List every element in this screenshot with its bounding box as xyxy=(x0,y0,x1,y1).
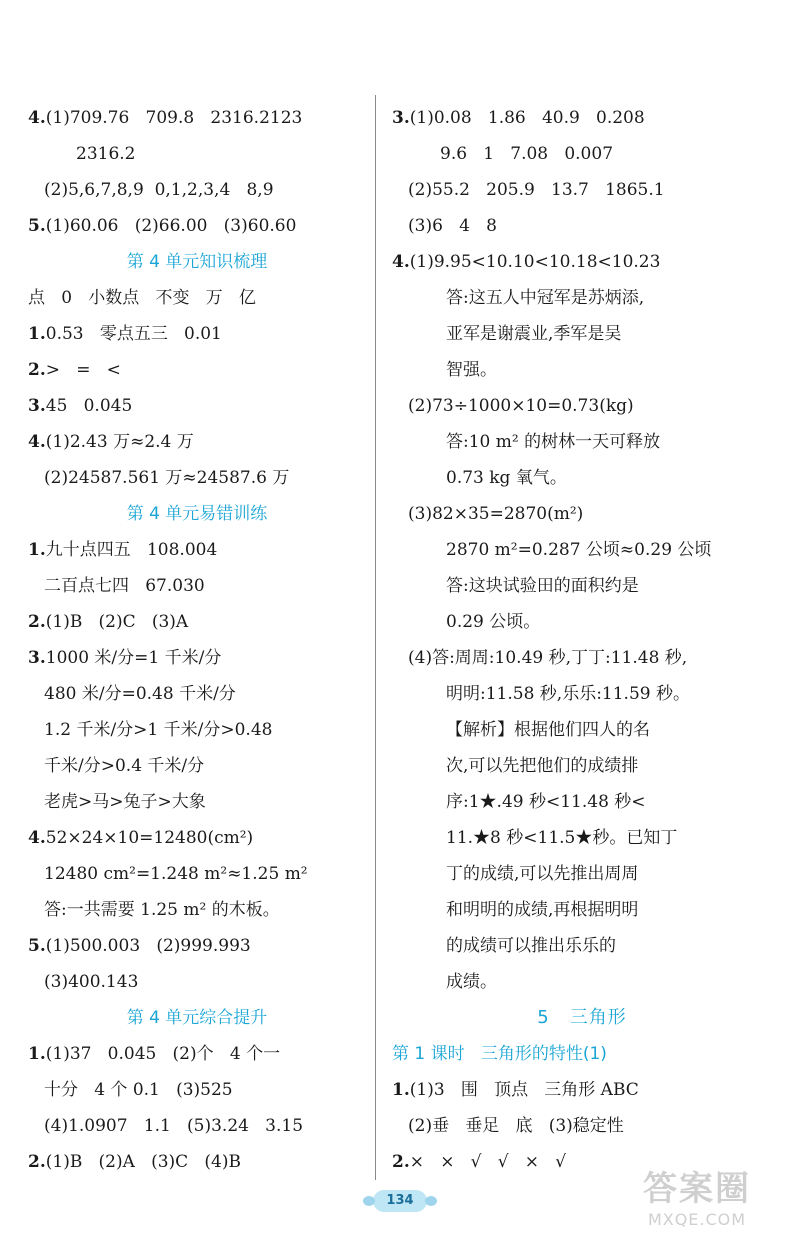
answer-line xyxy=(28,280,366,316)
column-divider xyxy=(375,95,376,1180)
answer-line xyxy=(392,748,772,784)
answer-line xyxy=(28,1036,366,1072)
answer-text: (1)B (2)A (3)C (4)B xyxy=(45,1152,241,1172)
answer-line xyxy=(28,604,366,640)
answer-line xyxy=(392,892,772,928)
answer-text: (2)5,6,7,8,9 0,1,2,3,4 8,9 xyxy=(44,180,274,200)
answer-line xyxy=(392,244,772,280)
answer-text: (1)60.06 (2)66.00 (3)60.60 xyxy=(45,216,297,236)
answer-text: (1)B (2)C (3)A xyxy=(45,612,189,632)
question-number: 5. xyxy=(28,216,46,236)
answer-text: 点 0 小数点 不变 万 亿 xyxy=(28,288,256,308)
answer-line xyxy=(28,172,366,208)
answer-text: 45 0.045 xyxy=(45,396,133,416)
answer-text: 第 4 单元易错训练 xyxy=(126,504,268,524)
answer-line xyxy=(392,280,772,316)
answer-text: 第 4 单元知识梳理 xyxy=(126,252,268,272)
answer-line xyxy=(392,964,772,1000)
answer-line xyxy=(28,1072,366,1108)
answer-line xyxy=(392,460,772,496)
answer-text: 答:一共需要 1.25 m² 的木板。 xyxy=(44,900,280,920)
answer-line xyxy=(392,388,772,424)
answer-line xyxy=(392,208,772,244)
question-number: 3. xyxy=(28,396,46,416)
question-number: 1. xyxy=(28,324,46,344)
answer-line xyxy=(392,532,772,568)
answer-text: 智强。 xyxy=(446,360,497,380)
answer-line xyxy=(28,784,366,820)
right-column xyxy=(392,100,772,1180)
answer-text: 52×24×10=12480(cm²) xyxy=(45,828,254,848)
answer-line xyxy=(28,1144,366,1180)
answer-line xyxy=(28,640,366,676)
answer-text: 0.29 公顷。 xyxy=(446,612,541,632)
answer-text: (3)400.143 xyxy=(44,972,139,992)
answer-text: (3)82×35=2870(m²) xyxy=(408,504,584,524)
answer-text: 第 4 单元综合提升 xyxy=(126,1008,268,1028)
answer-text: 二百点七四 67.030 xyxy=(44,576,205,596)
answer-text: (4)1.0907 1.1 (5)3.24 3.15 xyxy=(44,1116,304,1136)
answer-text: 答:这五人中冠军是苏炳添, xyxy=(446,288,645,308)
answer-text: 和明明的成绩,再根据明明 xyxy=(446,900,639,920)
question-number: 3. xyxy=(392,108,410,128)
answer-text: 480 米/分=0.48 千米/分 xyxy=(44,684,236,704)
answer-line xyxy=(28,136,366,172)
answer-text: > = < xyxy=(45,360,121,380)
answer-text: 老虎>马>兔子>大象 xyxy=(44,792,206,812)
answer-text: 12480 cm²=1.248 m²≈1.25 m² xyxy=(44,864,308,884)
answer-text: 丁的成绩,可以先推出周周 xyxy=(446,864,639,884)
answer-line xyxy=(392,352,772,388)
answer-line xyxy=(392,712,772,748)
answer-line xyxy=(392,100,772,136)
question-number: 4. xyxy=(28,108,46,128)
answer-line xyxy=(28,424,366,460)
answer-line xyxy=(392,604,772,640)
answer-line xyxy=(28,892,366,928)
answer-line xyxy=(28,676,366,712)
section-heading xyxy=(28,1000,366,1036)
answer-text: 九十点四五 108.004 xyxy=(45,540,218,560)
answer-line xyxy=(28,568,366,604)
answer-line xyxy=(392,316,772,352)
answer-text: 0.73 kg 氧气。 xyxy=(446,468,567,488)
section-heading xyxy=(392,1000,772,1036)
answer-line xyxy=(28,820,366,856)
question-number: 4. xyxy=(28,828,46,848)
answer-line xyxy=(392,172,772,208)
answer-line xyxy=(392,676,772,712)
answer-text: (1)3 围 顶点 三角形 ABC xyxy=(409,1080,639,1100)
answer-line xyxy=(392,856,772,892)
answer-text: 【解析】根据他们四人的名 xyxy=(446,720,650,740)
question-number: 1. xyxy=(28,1044,46,1064)
answer-line xyxy=(28,964,366,1000)
answer-text: 答:这块试验田的面积约是 xyxy=(446,576,639,596)
answer-text: (1)37 0.045 (2)个 4 个一 xyxy=(45,1044,281,1064)
answer-line xyxy=(28,460,366,496)
question-number: 1. xyxy=(28,540,46,560)
answer-line xyxy=(392,568,772,604)
answer-line xyxy=(392,424,772,460)
left-column xyxy=(28,100,366,1180)
answer-line xyxy=(28,712,366,748)
answer-text: 9.6 1 7.08 0.007 xyxy=(440,144,614,164)
answer-text: 5 三角形 xyxy=(537,1007,627,1028)
answer-line xyxy=(28,352,366,388)
answer-text: 明明:11.58 秒,乐乐:11.59 秒。 xyxy=(446,684,691,704)
answer-text: 序:1★.49 秒<11.48 秒< xyxy=(446,792,646,812)
answer-line xyxy=(28,748,366,784)
answer-text: 2316.2 xyxy=(76,144,136,164)
watermark-top-text: 答案圈 xyxy=(643,1169,751,1209)
answer-line xyxy=(392,136,772,172)
answer-text: (2)73÷1000×10=0.73(kg) xyxy=(408,396,634,416)
answer-text: 11.★8 秒<11.5★秒。已知丁 xyxy=(446,828,678,848)
section-heading xyxy=(28,244,366,280)
answer-text: (3)6 4 8 xyxy=(408,216,497,236)
answer-text: (2)24587.561 万≈24587.6 万 xyxy=(44,468,290,488)
answer-line xyxy=(392,784,772,820)
answer-text: (2)55.2 205.9 13.7 1865.1 xyxy=(408,180,665,200)
answer-line xyxy=(28,388,366,424)
answer-text: 1000 米/分=1 千米/分 xyxy=(45,648,222,668)
question-number: 1. xyxy=(392,1080,410,1100)
answer-text: 亚军是谢震业,季军是吴 xyxy=(446,324,622,344)
answer-text: (1)0.08 1.86 40.9 0.208 xyxy=(409,108,645,128)
answer-text: (1)2.43 万≈2.4 万 xyxy=(45,432,194,452)
question-number: 3. xyxy=(28,648,46,668)
page-number: 134 xyxy=(373,1190,427,1212)
answer-line xyxy=(28,100,366,136)
answer-line xyxy=(28,208,366,244)
answer-text: × × √ √ × √ xyxy=(409,1152,567,1172)
question-number: 5. xyxy=(28,936,46,956)
answer-text: 的成绩可以推出乐乐的 xyxy=(446,936,616,956)
answer-text: 2870 m²=0.287 公顷≈0.29 公顷 xyxy=(446,540,712,560)
answer-text: (1)9.95<10.10<10.18<10.23 xyxy=(409,252,661,272)
answer-line xyxy=(392,640,772,676)
answer-text: 千米/分>0.4 千米/分 xyxy=(44,756,205,776)
question-number: 2. xyxy=(392,1152,410,1172)
answer-text: 第 1 课时 三角形的特性(1) xyxy=(392,1044,607,1064)
answer-line xyxy=(28,928,366,964)
answer-line xyxy=(392,928,772,964)
answer-text: 答:10 m² 的树林一天可释放 xyxy=(446,432,661,452)
answer-line xyxy=(28,1108,366,1144)
answer-text: 十分 4 个 0.1 (3)525 xyxy=(44,1080,233,1100)
answer-text: 1.2 千米/分>1 千米/分>0.48 xyxy=(44,720,273,740)
question-number: 2. xyxy=(28,612,46,632)
watermark-bottom-text: MXQE.COM xyxy=(647,1210,747,1229)
watermark-logo xyxy=(612,1161,782,1241)
answer-line xyxy=(28,316,366,352)
answer-line xyxy=(392,1072,772,1108)
answer-text: (1)709.76 709.8 2316.2123 xyxy=(45,108,303,128)
question-number: 4. xyxy=(28,432,46,452)
answer-text: 成绩。 xyxy=(446,972,497,992)
answer-text: 次,可以先把他们的成绩排 xyxy=(446,756,639,776)
answer-text: (4)答:周周:10.49 秒,丁丁:11.48 秒, xyxy=(408,648,688,668)
section-heading xyxy=(28,496,366,532)
answer-line xyxy=(28,532,366,568)
answer-text: 0.53 零点五三 0.01 xyxy=(45,324,222,344)
answer-line xyxy=(392,496,772,532)
section-heading xyxy=(392,1036,772,1072)
answer-line xyxy=(392,820,772,856)
answer-text: (2)垂 垂足 底 (3)稳定性 xyxy=(408,1116,624,1136)
question-number: 2. xyxy=(28,360,46,380)
question-number: 4. xyxy=(392,252,410,272)
answer-text: (1)500.003 (2)999.993 xyxy=(45,936,251,956)
answer-line xyxy=(28,856,366,892)
question-number: 2. xyxy=(28,1152,46,1172)
answer-line xyxy=(392,1108,772,1144)
